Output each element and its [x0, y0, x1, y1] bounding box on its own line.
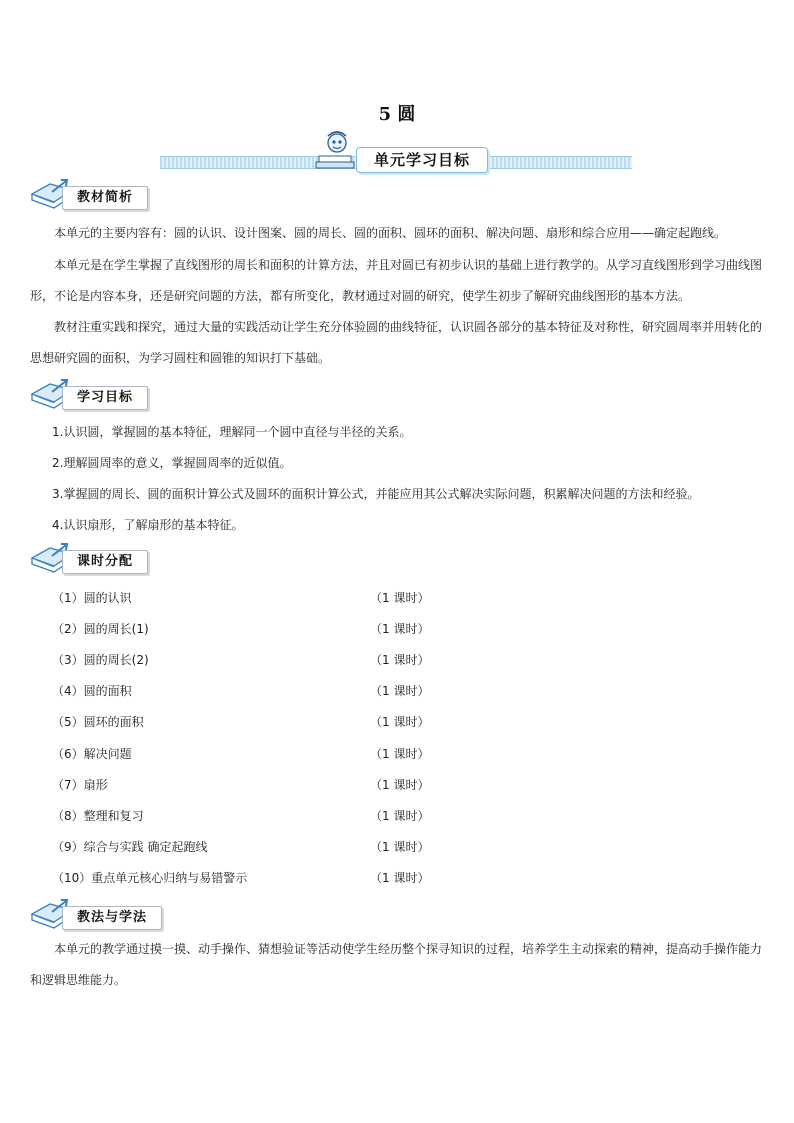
schedule-row [52, 713, 452, 733]
lesson-name: （3）圆的周长(2) [52, 653, 149, 667]
section-heading-methods [28, 898, 168, 932]
section-heading-analysis [28, 178, 168, 212]
section-tab [62, 906, 162, 930]
schedule-row [52, 807, 452, 827]
lesson-hours: （1 课时） [370, 778, 430, 792]
schedule-row [52, 620, 452, 640]
lesson-hours: （1 课时） [370, 653, 430, 667]
section-title: 教法与学法 [77, 910, 148, 925]
lesson-name: （8）整理和复习 [52, 809, 144, 823]
lesson-hours: （1 课时） [370, 684, 430, 698]
schedule-row [52, 776, 452, 796]
section-title: 学习目标 [77, 390, 134, 405]
lesson-hours: （1 课时） [370, 622, 430, 636]
section-title: 教材简析 [77, 190, 134, 205]
section-tab [62, 186, 148, 210]
goal-item: 3.掌握圆的周长、圆的面积计算公式及圆环的面积计算公式，并能应用其公式解决实际问题，积累解决问题的方法和经验。 [52, 487, 700, 501]
lesson-name: （2）圆的周长(1) [52, 622, 149, 636]
analysis-paragraph-2: 本单元是在学生掌握了直线图形的周长和面积的计算方法，并且对圆已有初步认识的基础上进行教学的。从学习直线图形到学习曲线图形，不论是内容本身，还是研究问题的方法，都有所变化，教材通过对圆的研究，使学生初步了解研究曲线图形的基本方法。 [30, 258, 763, 303]
goal-item: 1.认识圆，掌握圆的基本特征，理解同一个圆中直径与半径的关系。 [52, 425, 412, 439]
schedule-row [52, 869, 452, 889]
schedule-row [52, 651, 452, 671]
goal-item: 2.理解圆周率的意义，掌握圆周率的近似值。 [52, 456, 292, 470]
lesson-hours: （1 课时） [370, 840, 430, 854]
goal-item: 4.认识扇形，了解扇形的基本特征。 [52, 518, 244, 532]
analysis-paragraph-3: 教材注重实践和探究，通过大量的实践活动让学生充分体验圆的曲线特征，认识圆各部分的基本特征及对称性，研究圆周率并用转化的思想研究圆的面积，为学习圆柱和圆锥的知识打下基础。 [30, 320, 763, 365]
lesson-hours: （1 课时） [370, 871, 430, 885]
lesson-hours: （1 课时） [370, 591, 430, 605]
lesson-hours: （1 课时） [370, 715, 430, 729]
lesson-name: （5）圆环的面积 [52, 715, 144, 729]
page-title: 5 圆 [378, 104, 416, 125]
section-heading-goals [28, 378, 168, 412]
schedule-row [52, 682, 452, 702]
methods-paragraph: 本单元的教学通过摸一摸、动手操作、猜想验证等活动使学生经历整个探寻知识的过程，培养学生主动探索的精神，提高动手操作能力和逻辑思维能力。 [30, 942, 763, 987]
section-tab [62, 386, 148, 410]
analysis-paragraph-1: 本单元的主要内容有：圆的认识、设计图案、圆的周长、圆的面积、圆环的面积、解决问题、扇形和综合应用——确定起跑线。 [54, 226, 727, 240]
lesson-name: （7）扇形 [52, 778, 108, 792]
lesson-hours: （1 课时） [370, 747, 430, 761]
lesson-hours: （1 课时） [370, 809, 430, 823]
schedule-row [52, 745, 452, 765]
section-title: 课时分配 [77, 554, 134, 569]
lesson-name: （1）圆的认识 [52, 591, 132, 605]
section-tab [62, 550, 148, 574]
section-heading-schedule [28, 542, 168, 576]
lesson-name: （4）圆的面积 [52, 684, 132, 698]
lesson-name: （6）解决问题 [52, 747, 132, 761]
lesson-name: （9）综合与实践 确定起跑线 [52, 840, 208, 854]
lesson-name: （10）重点单元核心归纳与易错警示 [52, 871, 248, 885]
unit-banner [160, 130, 632, 172]
schedule-row [52, 589, 452, 609]
schedule-row [52, 838, 452, 858]
unit-banner-label: 单元学习目标 [374, 151, 471, 169]
